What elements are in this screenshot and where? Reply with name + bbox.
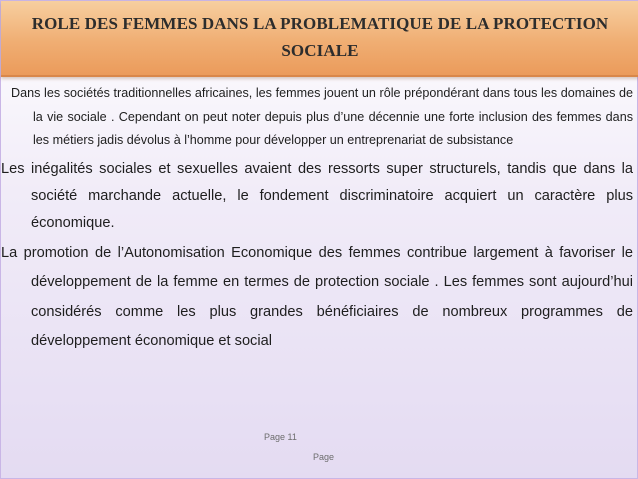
page-footer: Page: [313, 452, 335, 462]
slide-title: ROLE DES FEMMES DANS LA PROBLEMATIQUE DE LA PROTECTION SOCIALE: [31, 14, 609, 60]
title-bar: [1, 1, 638, 77]
paragraph-traditional-societies: Dans les sociétés traditionnelles africaines, les femmes jouent un rôle prépondérant dans tous les domaines de la vie sociale . Cependant on peut noter depuis plus d’une décennie une forte inclusion des femmes dans les métiers jadis dévolus à l’homme pour développer un entreprenariat de subsistance: [11, 86, 633, 147]
paragraph-inequalities: Les inégalités sociales et sexuelles avaient des ressorts super structurels, tandis que dans la société marchande actuelle, le fondement discriminatoire acquiert un caractère plus économique.: [1, 160, 633, 231]
slide-body: [1, 77, 638, 357]
paragraph-economic-empowerment: La promotion de l’Autonomisation Economique des femmes contribue largement à favoriser le développement de la femme en termes de protection sociale . Les femmes sont aujourd’hui considérés comme les plus grandes bénéficiaires de nombreux programmes de développement économique et social: [1, 244, 633, 349]
page-number: Page 11: [264, 432, 297, 442]
